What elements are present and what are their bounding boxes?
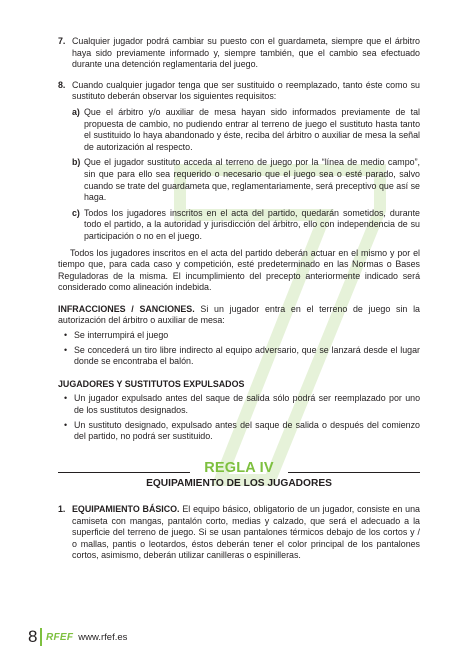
section-subtitle: EQUIPAMIENTO DE LOS JUGADORES: [146, 478, 332, 490]
sub-item-c: [72, 208, 420, 243]
item-body: El equipo básico, obligatorio de un jugador, consiste en una camiseta con mangas, pantalón corto, medias y calzado, que será el adecuado a la superficie del terreno de juego. Si se usan pantalones térmicos debajo de los cortos y / o mallas, pantis o leotardos, éstos deberán tener el color principal de los pantalones cortos, asimismo, deberán utilizar canilleras o espinilleras.: [72, 504, 420, 561]
title-rule-right: [288, 472, 420, 473]
item-number: 1.: [58, 504, 66, 514]
item-text: Cualquier jugador podrá cambiar su puesto con el guardameta, siempre que el árbitro haya sido previamente informado y, siempre también, que el cambio sea efectuado durante una detención reglamentaria del juego.: [72, 36, 420, 70]
infracciones-paragraph: [58, 304, 420, 327]
title-rule-left: [58, 472, 190, 473]
item-number: 7.: [58, 36, 66, 46]
footer-divider: [40, 628, 42, 646]
list-item: [64, 330, 420, 342]
sub-item-b: [72, 157, 420, 203]
bullet-text: Se interrumpirá el juego: [74, 330, 169, 341]
footer-url[interactable]: www.rfef.es: [78, 631, 128, 643]
item-text: [72, 504, 420, 562]
page-number: 8: [28, 627, 38, 646]
list-item: [64, 345, 420, 368]
list-item: [64, 393, 420, 416]
paragraph-alineacion: Todos los jugadores inscritos en el acta del partido deberán actuar en el mismo y por el tiempo que, para cada caso y competición, esté predeterminado en las Normas o Bases Reguladoras de la misma. El incumplimiento del precepto anteriormente indicado será considerado como alineación indebida.: [58, 247, 420, 293]
infracciones-text: Si un jugador entra en el terreno de juego sin la autorización del árbitro o auxiliar de mesa:: [58, 303, 420, 326]
page-content: [58, 36, 420, 571]
bullet-icon: •: [64, 344, 68, 355]
bullet-icon: •: [64, 330, 68, 341]
item-text: Cuando cualquier jugador tenga que ser sustituido o reemplazado, tanto éste como su sustituto deberán observar los siguientes requisitos:: [72, 79, 420, 102]
rfef-logo: RFEF: [45, 631, 74, 643]
item-number: 8.: [58, 79, 66, 90]
sub-item-a: [72, 107, 420, 153]
sub-item-text: Que el árbitro y/o auxiliar de mesa hayan sido informados previamente de tal propuesta de cambio, no pudiendo entrar al terreno de juego el sustituto hasta tanto el sustituido lo haya abandonado y éste, reciba del árbitro o auxiliar de mesa la señal de autorización al respecto.: [84, 106, 420, 152]
sub-item-text: Todos los jugadores inscritos en el acta del partido, quedarán sometidos, durante todo el partido, a la autoridad y jurisdicción del árbitro, ello con independencia de su participación o no en el juego.: [84, 207, 420, 241]
bullet-text: Un jugador expulsado antes del saque de salida sólo podrá ser reemplazado por uno de los sustitutos designados.: [74, 393, 420, 416]
rule-item-7: [58, 36, 420, 71]
rule-item-1: [58, 504, 420, 562]
sub-item-letter: b): [72, 157, 81, 168]
sub-item-text: Que el jugador sustituto acceda al terreno de juego por la “línea de medio campo”, sin que para ello sea requerido o necesario que el juego sea o esté parado, salvo cuando se trate del guardameta que, reglamentariamente, será preceptivo que así se haga.: [84, 157, 420, 203]
rule-item-8: [58, 80, 420, 103]
page-footer: [28, 627, 127, 647]
bullet-icon: •: [64, 419, 68, 430]
sub-item-letter: c): [72, 207, 80, 218]
regla-title: REGLA IV: [204, 459, 274, 476]
list-item: [64, 420, 420, 443]
bullet-text: Se concederá un tiro libre indirecto al equipo adversario, que se lanzará desde el lugar donde se encontraba el balón.: [74, 344, 420, 367]
bullet-icon: •: [64, 393, 68, 404]
item-heading: EQUIPAMIENTO BÁSICO.: [72, 504, 180, 514]
sub-item-letter: a): [72, 106, 80, 117]
bullet-text: Un sustituto designado, expulsado antes del saque de salida o después del comienzo del partido, no podrá ser sustituido.: [74, 419, 420, 442]
infracciones-heading: INFRACCIONES / SANCIONES.: [58, 303, 195, 314]
expulsados-heading: JUGADORES Y SUSTITUTOS EXPULSADOS: [58, 378, 245, 389]
